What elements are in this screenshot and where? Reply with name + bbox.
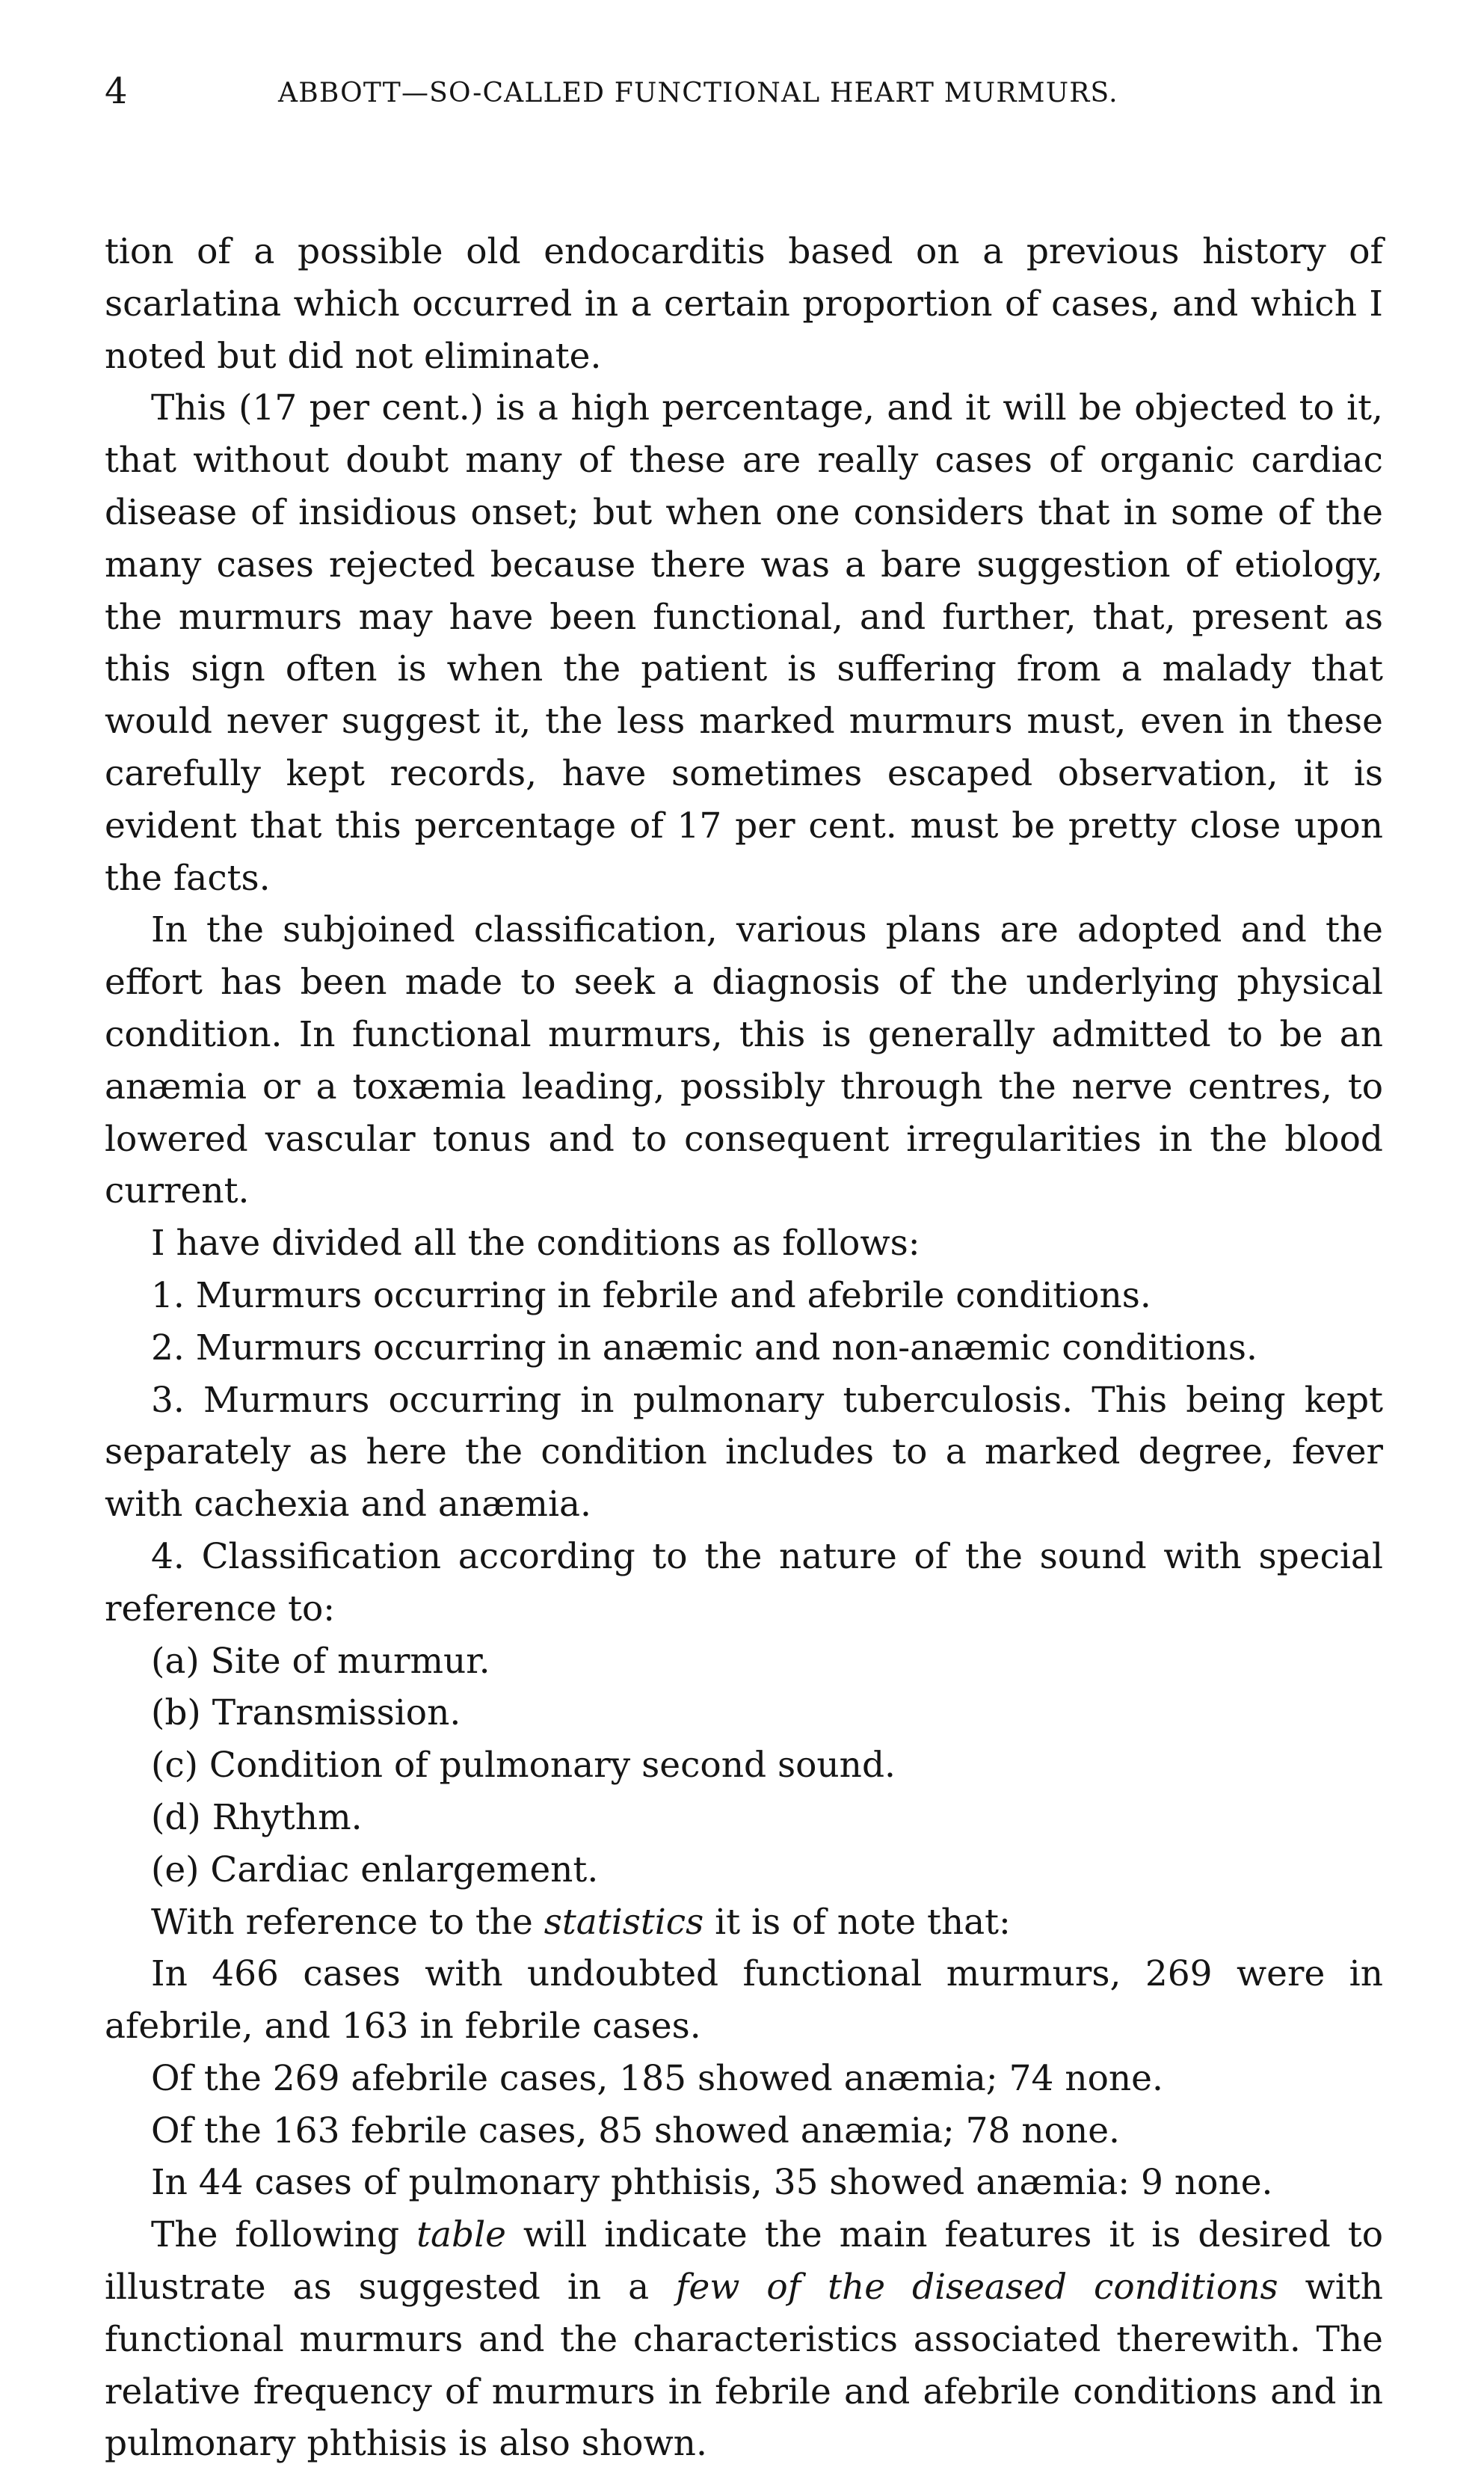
- sub-item-e: (e) Cardiac enlargement.: [151, 1849, 599, 1890]
- table-intro-italic-table: table: [416, 2214, 506, 2256]
- list-item-4: 4. Classification according to the nature of the sound with special reference to:: [105, 1535, 1383, 1629]
- statistics-line-2: Of the 269 afebrile cases, 185 showed anæmia; 74 none.: [151, 2057, 1163, 2099]
- page-header: [105, 69, 1383, 129]
- list-item-2: 2. Murmurs occurring in anæmic and non-anæmic conditions.: [151, 1327, 1257, 1368]
- body-text: [105, 226, 1383, 2470]
- paragraph-table-intro: [105, 2209, 1383, 2470]
- statistics-text-before: With reference to the: [151, 1901, 544, 1943]
- sub-item-c: (c) Condition of pulmonary second sound.: [151, 1745, 896, 1787]
- paragraph-divided: I have divided all the conditions as follows:: [151, 1223, 920, 1265]
- statistics-text-after: it is of note that:: [703, 1901, 1011, 1943]
- statistics-line-3: Of the 163 febrile cases, 85 showed anæmia; 78 none.: [151, 2110, 1120, 2151]
- table-intro-part-1: The following: [151, 2214, 417, 2256]
- sub-item-a: (a) Site of murmur.: [151, 1640, 490, 1682]
- running-head: ABBOTT—SO-CALLED FUNCTIONAL HEART MURMURS.: [278, 78, 1118, 108]
- paragraph-statistics: [105, 1896, 1383, 1949]
- table-intro-italic-conditions: few of the diseased conditions: [676, 2267, 1278, 2308]
- list-item-1: 1. Murmurs occurring in febrile and afebrile conditions.: [151, 1274, 1151, 1316]
- statistics-italic: statistics: [544, 1901, 704, 1943]
- paragraph-continuation: tion of a possible old endocarditis based on a previous history of scarlatina which occurred in a certain proportion of cases, and which I noted but did not eliminate.: [105, 231, 1383, 377]
- sub-item-d: (d) Rhythm.: [151, 1796, 363, 1838]
- paragraph-classification: In the subjoined classification, various plans are adopted and the effort has been made to seek a diagnosis of the underlying physical condition. In functional murmurs, this is generally admitted to be an anæmia or a toxæmia leading, possibly through the nerve centres, to lowered vascular tonus and to consequent irregularities in the blood current.: [105, 909, 1383, 1212]
- statistics-line-4: In 44 cases of pulmonary phthisis, 35 showed anæmia: 9 none.: [151, 2162, 1273, 2204]
- page: [105, 69, 1383, 2470]
- table-intro-part-3: with functional murmurs and the characteristics associated therewith. The relative frequency of murmurs in febrile and afebrile conditions and in pulmonary phthisis is also shown.: [105, 2267, 1384, 2465]
- sub-item-b: (b) Transmission.: [151, 1692, 461, 1734]
- list-item-3: 3. Murmurs occurring in pulmonary tuberculosis. This being kept separately as here the condition includes to a marked degree, fever with cachexia and anæmia.: [105, 1379, 1383, 1526]
- paragraph-percentage: This (17 per cent.) is a high percentage, and it will be objected to it, that without doubt many of these are really cases of organic cardiac disease of insidious onset; but when one considers that in some of the many cases rejected because there was a bare suggestion of etiology, the murmurs may have been functional, and further, that, present as this sign often is when the patient is suffering from a malady that would never suggest it, the less marked murmurs must, even in these carefully kept records, have sometimes escaped observation, it is evident that this percentage of 17 per cent. must be pretty close upon the facts.: [105, 387, 1383, 899]
- table-intro-part-2: will indicate the main features it is desired to illustrate as suggested in a: [105, 2214, 1383, 2308]
- page-number: 4: [105, 70, 128, 112]
- statistics-line-1: In 466 cases with undoubted functional murmurs, 269 were in afebrile, and 163 in febrile cases.: [105, 1953, 1383, 2047]
